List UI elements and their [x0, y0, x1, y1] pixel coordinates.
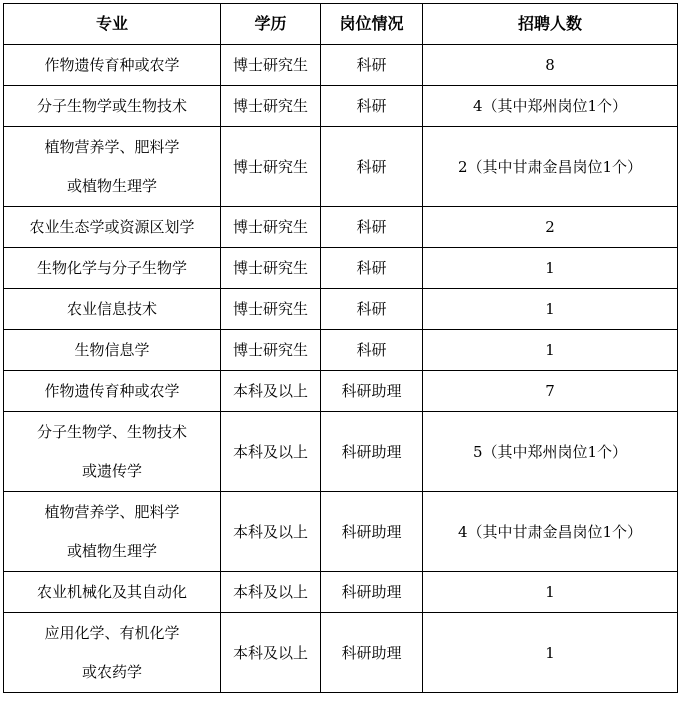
cell-education: 博士研究生: [221, 248, 321, 289]
cell-position: 科研: [321, 330, 423, 371]
cell-major: [4, 613, 221, 693]
cell-position: 科研助理: [321, 572, 423, 613]
cell-major: [4, 289, 221, 330]
header-major: 专业: [4, 4, 221, 45]
cell-major: [4, 371, 221, 412]
cell-education: 博士研究生: [221, 45, 321, 86]
cell-education: 本科及以上: [221, 371, 321, 412]
table-row: [4, 207, 678, 248]
major-line: 分子生物学、生物技术: [36, 422, 187, 441]
cell-major: [4, 86, 221, 127]
cell-education: 博士研究生: [221, 127, 321, 207]
recruitment-table-container: [3, 3, 678, 693]
cell-position: 科研: [321, 289, 423, 330]
cell-position: 科研助理: [321, 371, 423, 412]
table-row: [4, 45, 678, 86]
table-row: [4, 371, 678, 412]
major-line: 或农药学: [81, 662, 142, 681]
cell-position: 科研助理: [321, 492, 423, 572]
cell-count: 7: [423, 371, 678, 412]
cell-major: [4, 248, 221, 289]
cell-major: [4, 412, 221, 492]
major-line: 或植物生理学: [66, 541, 157, 560]
header-position: 岗位情况: [321, 4, 423, 45]
header-education: 学历: [221, 4, 321, 45]
major-line: 植物营养学、肥料学: [44, 137, 180, 156]
cell-major: [4, 330, 221, 371]
cell-count: 1: [423, 330, 678, 371]
major-line: 作物遗传育种或农学: [44, 381, 180, 400]
cell-count: 1: [423, 289, 678, 330]
cell-major: [4, 207, 221, 248]
cell-position: 科研助理: [321, 613, 423, 693]
cell-count: 1: [423, 572, 678, 613]
major-line: 植物营养学、肥料学: [44, 502, 180, 521]
cell-education: 本科及以上: [221, 572, 321, 613]
table-row: [4, 248, 678, 289]
cell-count: 4（其中甘肃金昌岗位1个）: [423, 492, 678, 572]
cell-major: [4, 45, 221, 86]
cell-count: 5（其中郑州岗位1个）: [423, 412, 678, 492]
cell-education: 本科及以上: [221, 613, 321, 693]
header-count: 招聘人数: [423, 4, 678, 45]
cell-count: 8: [423, 45, 678, 86]
cell-count: 4（其中郑州岗位1个）: [423, 86, 678, 127]
cell-education: 博士研究生: [221, 289, 321, 330]
major-line: 或植物生理学: [66, 176, 157, 195]
cell-major: [4, 572, 221, 613]
cell-major: [4, 492, 221, 572]
cell-count: 1: [423, 613, 678, 693]
cell-count: 1: [423, 248, 678, 289]
table-row: [4, 613, 678, 693]
major-line: 农业信息技术: [66, 299, 157, 318]
cell-count: 2（其中甘肃金昌岗位1个）: [423, 127, 678, 207]
table-row: [4, 86, 678, 127]
table-row: [4, 289, 678, 330]
table-row: [4, 330, 678, 371]
table-row: [4, 572, 678, 613]
cell-position: 科研: [321, 248, 423, 289]
cell-position: 科研: [321, 86, 423, 127]
cell-education: 本科及以上: [221, 412, 321, 492]
cell-position: 科研助理: [321, 412, 423, 492]
major-line: 分子生物学或生物技术: [36, 96, 187, 115]
major-line: 生物化学与分子生物学: [36, 258, 187, 277]
major-line: 生物信息学: [74, 340, 150, 359]
table-row: [4, 412, 678, 492]
table-row: [4, 127, 678, 207]
major-line: 农业生态学或资源区划学: [29, 217, 195, 236]
cell-count: 2: [423, 207, 678, 248]
major-line: 或遗传学: [81, 461, 142, 480]
cell-position: 科研: [321, 207, 423, 248]
recruitment-table: [3, 3, 678, 693]
cell-position: 科研: [321, 45, 423, 86]
cell-major: [4, 127, 221, 207]
table-header-row: [4, 4, 678, 45]
major-line: 作物遗传育种或农学: [44, 55, 180, 74]
cell-education: 本科及以上: [221, 492, 321, 572]
cell-position: 科研: [321, 127, 423, 207]
cell-education: 博士研究生: [221, 207, 321, 248]
major-line: 应用化学、有机化学: [44, 623, 180, 642]
cell-education: 博士研究生: [221, 86, 321, 127]
major-line: 农业机械化及其自动化: [36, 582, 187, 601]
cell-education: 博士研究生: [221, 330, 321, 371]
table-row: [4, 492, 678, 572]
